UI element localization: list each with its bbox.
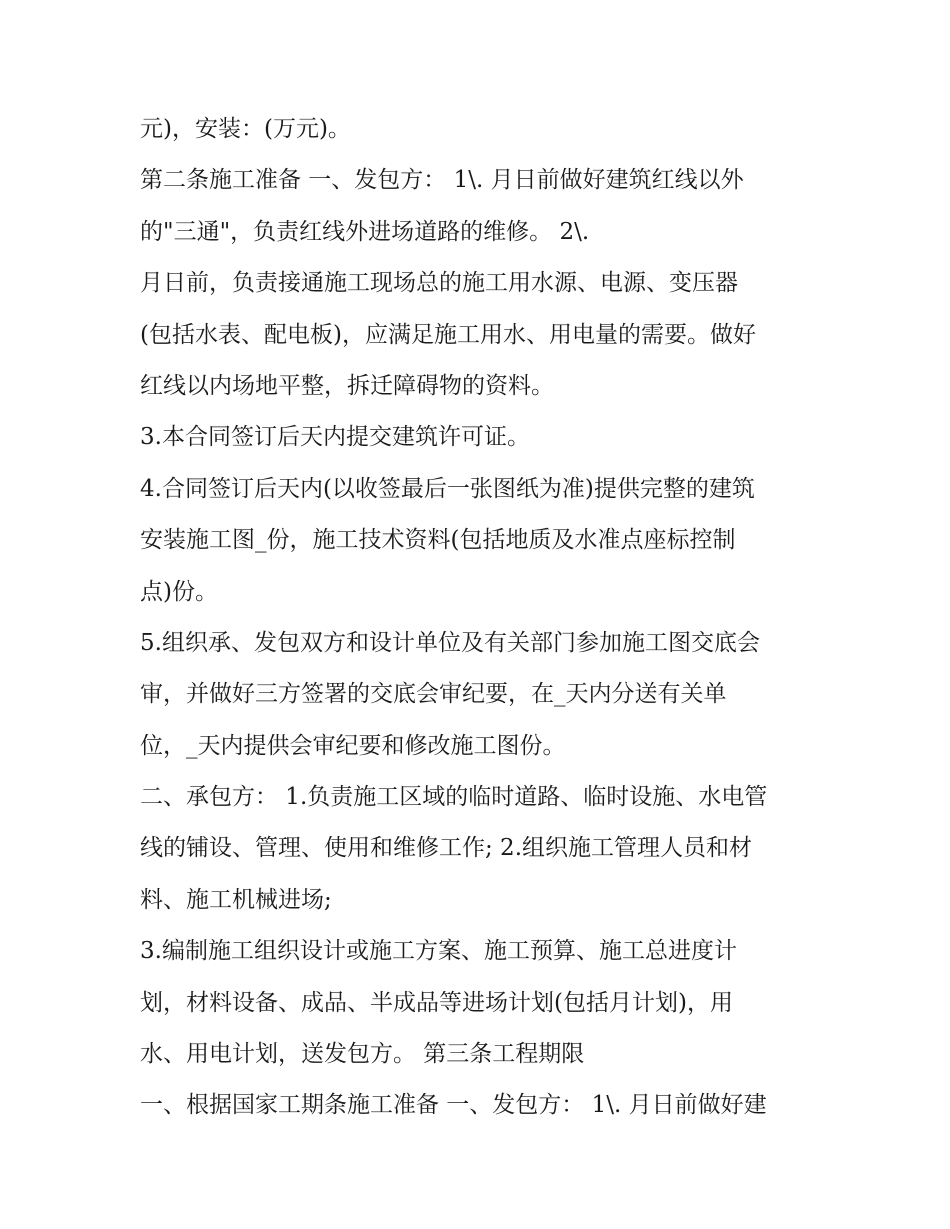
text-line: 5.组织承、发包双方和设计单位及有关部门参加施工图交底会 [140, 629, 760, 656]
text-line: 料、施工机械进场; [140, 886, 332, 913]
text-line: 审，并做好三方签署的交底会审纪要，在_天内分送有关单 [140, 681, 727, 708]
text-line: 二、承包方： 1.负责施工区域的临时道路、临时设施、水电管 [140, 784, 768, 811]
text-line: 位，_天内提供会审纪要和修改施工图份。 [140, 732, 566, 759]
text-line: 红线以内场地平整，拆迁障碍物的资料。 [140, 372, 554, 399]
text-line: 3.编制施工组织设计或施工方案、施工预算、施工总进度计 [140, 938, 737, 965]
text-line: (包括水表、配电板)，应满足施工用水、用电量的需要。做好 [140, 321, 756, 348]
text-line: 的"三通"，负责红线外进场道路的维修。 2\. [140, 218, 590, 245]
text-line: 划，材料设备、成品、半成品等进场计划(包括月计划)，用 [140, 989, 733, 1016]
text-line: 元)，安装：(万元)。 [140, 116, 351, 142]
text-line: 线的铺设、管理、使用和维修工作; 2.组织施工管理人员和材 [140, 835, 753, 862]
text-line: 点)份。 [140, 578, 218, 605]
text-line: 第二条施工准备 一、发包方： 1\. 月日前做好建筑红线以外 [140, 167, 744, 194]
text-line: 月日前，负责接通施工现场总的施工用水源、电源、变压器 [140, 270, 738, 297]
text-line: 一、根据国家工期条施工准备 一、发包方： 1\. 月日前做好建 [140, 1092, 767, 1119]
text-line: 4.合同签订后天内(以收签最后一张图纸为准)提供完整的建筑 [140, 475, 755, 502]
text-line: 3.本合同签订后天内提交建筑许可证。 [140, 424, 530, 451]
text-line: 安装施工图_份，施工技术资料(包括地质及水准点座标控制 [140, 527, 736, 554]
contract-text [140, 104, 820, 1132]
text-line: 水、用电计划，送发包方。 第三条工程期限 [140, 1041, 585, 1068]
